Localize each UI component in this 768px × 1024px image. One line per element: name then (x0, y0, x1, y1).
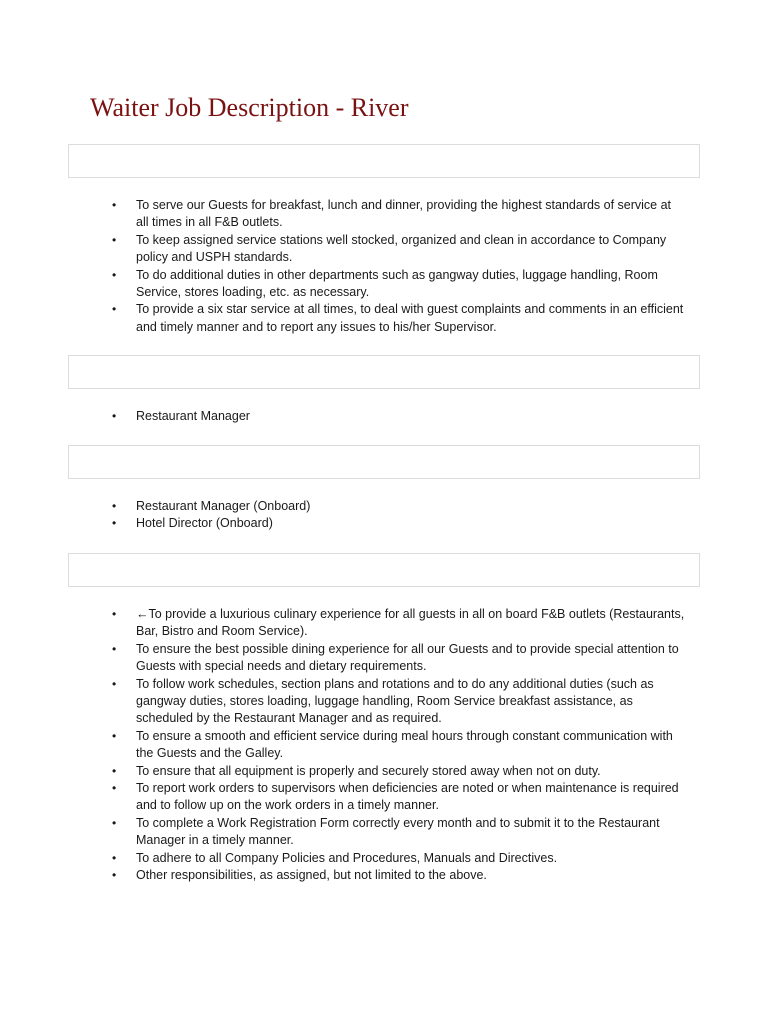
list-item: • To adhere to all Company Policies and Procedures, Manuals and Directives. (110, 850, 685, 867)
list-item: • Restaurant Manager (110, 408, 685, 425)
list-item: • Hotel Director (Onboard) (110, 515, 685, 532)
list-item: • To ensure a smooth and efficient service during meal hours through constant communication with the Guests and the Galley. (110, 728, 685, 763)
page-title: Waiter Job Description - River (90, 93, 409, 122)
duties-list (110, 606, 685, 885)
reports-to-list (110, 408, 685, 425)
list-item: • To follow work schedules, section plans and rotations and to do any additional duties (such as gangway duties, stores loading, luggage handling, Room Service breakfast assistance, as scheduled by the Restaurant Manager and as required. (110, 676, 685, 728)
list-item: • To keep assigned service stations well stocked, organized and clean in accordance to Company policy and USPH standards. (110, 232, 685, 267)
list-item: • To ensure that all equipment is properly and securely stored away when not on duty. (110, 763, 685, 780)
responsibilities-list (110, 197, 685, 336)
list-item: • ←To provide a luxurious culinary experience for all guests in all on board F&B outlets (Restaurants, Bar, Bistro and Room Service). (110, 606, 685, 641)
list-item: • To provide a six star service at all times, to deal with guest complaints and comments in an efficient and timely manner and to report any issues to his/her Supervisor. (110, 301, 685, 336)
list-item: • To complete a Work Registration Form correctly every month and to submit it to the Restaurant Manager in a timely manner. (110, 815, 685, 850)
section-header-band-3 (68, 445, 700, 479)
list-item: • To ensure the best possible dining experience for all our Guests and to provide special attention to Guests with special needs and dietary requirements. (110, 641, 685, 676)
list-item: • Restaurant Manager (Onboard) (110, 498, 685, 515)
supervisors-list (110, 498, 685, 533)
list-item: • Other responsibilities, as assigned, but not limited to the above. (110, 867, 685, 884)
list-item: • To serve our Guests for breakfast, lunch and dinner, providing the highest standards of service at all times in all F&B outlets. (110, 197, 685, 232)
list-item: • To do additional duties in other departments such as gangway duties, luggage handling, Room Service, stores loading, etc. as necessary. (110, 267, 685, 302)
list-item: • To report work orders to supervisors when deficiencies are noted or when maintenance is required and to follow up on the work orders in a timely manner. (110, 780, 685, 815)
section-header-band-4 (68, 553, 700, 587)
section-header-band-1 (68, 144, 700, 178)
section-header-band-2 (68, 355, 700, 389)
